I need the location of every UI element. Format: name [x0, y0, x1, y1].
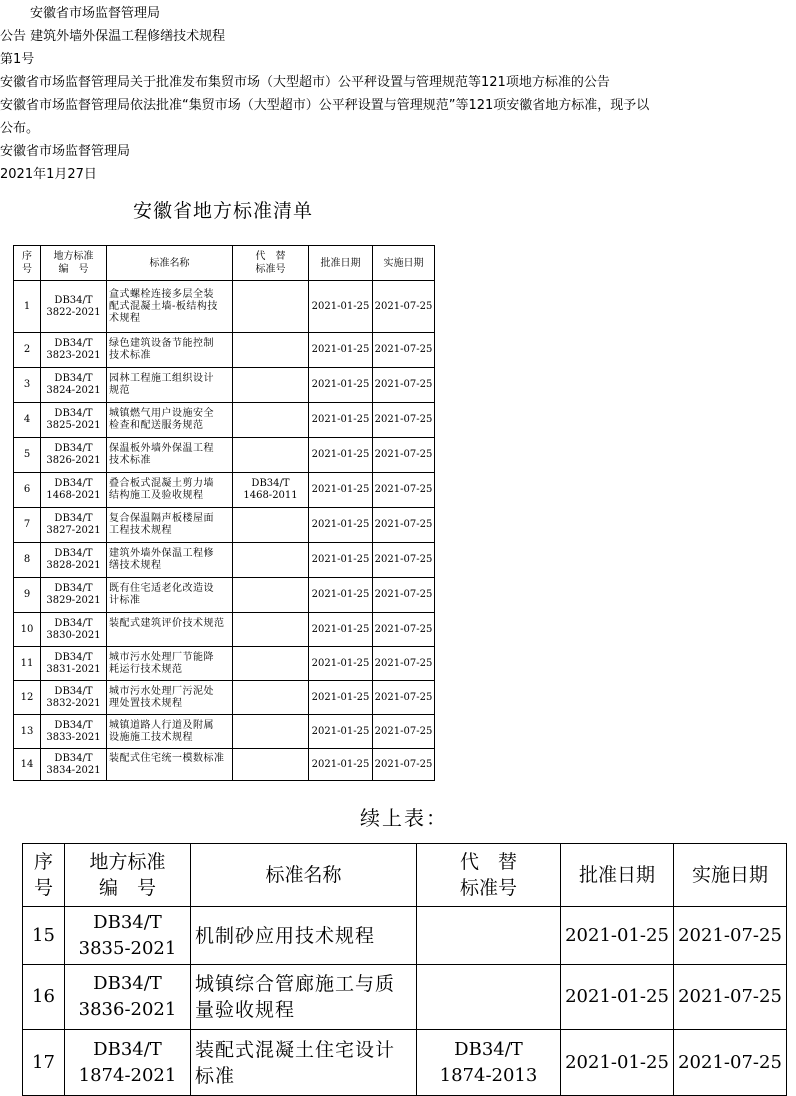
cell-code: DB34/T 3835-2021: [65, 907, 191, 965]
cell-approve: 2021-01-25: [309, 681, 373, 715]
announcement-heading: 安徽省市场监督管理局关于批准发布集贸市场（大型超市）公平秤设置与管理规范等121项地方标准的公告: [0, 75, 610, 90]
cell-seq: 13: [14, 715, 41, 749]
cell-implement: 2021-07-25: [373, 578, 435, 613]
cell-replace: [233, 333, 309, 368]
cell-replace: DB34/T 1874-2013: [417, 1030, 561, 1096]
announcement-body-line2: 公布。: [0, 121, 40, 136]
cell-seq: 9: [14, 578, 41, 613]
cell-seq: 16: [23, 965, 65, 1030]
standards-table: [13, 245, 435, 781]
col-replace: 代 替 标准号: [233, 246, 309, 281]
cell-seq: 5: [14, 438, 41, 473]
cell-replace: [233, 403, 309, 438]
col-code: 地方标准 编 号: [41, 246, 107, 281]
table-row: [14, 368, 435, 403]
cell-approve: 2021-01-25: [309, 333, 373, 368]
cell-implement: 2021-07-25: [373, 508, 435, 543]
cell-implement: 2021-07-25: [674, 907, 787, 965]
cell-replace: [233, 281, 309, 333]
cell-implement: 2021-07-25: [674, 1030, 787, 1096]
col-seq: 序 号: [14, 246, 41, 281]
cell-code: DB34/T 3826-2021: [41, 438, 107, 473]
cell-code: DB34/T 3825-2021: [41, 403, 107, 438]
cell-seq: 4: [14, 403, 41, 438]
cell-approve: 2021-01-25: [309, 715, 373, 749]
table-row: [14, 715, 435, 749]
standards-table-continued: [22, 843, 787, 1096]
cell-implement: 2021-07-25: [373, 543, 435, 578]
cell-approve: 2021-01-25: [309, 473, 373, 508]
announcement-body-line1: 安徽省市场监督管理局依法批准“集贸市场（大型超市）公平秤设置与管理规范”等121项安徽省地方标准，现予以: [0, 98, 650, 113]
cell-replace: [233, 681, 309, 715]
table-row: [14, 473, 435, 508]
col-seq: 序 号: [23, 844, 65, 907]
cell-approve: 2021-01-25: [309, 438, 373, 473]
cell-name: 城市污水处理厂污泥处 理处置技术规程: [107, 681, 233, 715]
table-header-row: [14, 246, 435, 281]
cell-seq: 3: [14, 368, 41, 403]
cell-seq: 1: [14, 281, 41, 333]
cell-approve: 2021-01-25: [561, 907, 674, 965]
cell-implement: 2021-07-25: [373, 613, 435, 647]
cell-seq: 15: [23, 907, 65, 965]
cell-name: 盒式螺栓连接多层全装 配式混凝土墙-板结构技 术规程: [107, 281, 233, 333]
cell-name: 园林工程施工组织设计 规范: [107, 368, 233, 403]
announcement-date: 2021年1月27日: [0, 167, 97, 182]
cell-approve: 2021-01-25: [309, 508, 373, 543]
cell-code: DB34/T 3836-2021: [65, 965, 191, 1030]
cell-name: 复合保温隔声板楼屋面 工程技术规程: [107, 508, 233, 543]
cell-approve: 2021-01-25: [309, 647, 373, 681]
cell-code: DB34/T 3832-2021: [41, 681, 107, 715]
table-header-row: [23, 844, 787, 907]
col-approve: 批准日期: [561, 844, 674, 907]
cell-seq: 2: [14, 333, 41, 368]
cell-seq: 6: [14, 473, 41, 508]
table-row: [23, 1030, 787, 1096]
cell-replace: [233, 368, 309, 403]
cell-implement: 2021-07-25: [373, 715, 435, 749]
cell-implement: 2021-07-25: [674, 965, 787, 1030]
cell-approve: 2021-01-25: [561, 1030, 674, 1096]
col-implement: 实施日期: [674, 844, 787, 907]
agency-name: 安徽省市场监督管理局: [30, 6, 161, 21]
cell-code: DB34/T 3831-2021: [41, 647, 107, 681]
cell-code: DB34/T 1468-2021: [41, 473, 107, 508]
cell-seq: 7: [14, 508, 41, 543]
table-row: [14, 403, 435, 438]
col-name: 标准名称: [191, 844, 417, 907]
table-row: [14, 333, 435, 368]
cell-name: 保温板外墙外保温工程 技术标准: [107, 438, 233, 473]
cell-replace: [233, 578, 309, 613]
cell-name: 城镇燃气用户设施安全 检查和配送服务规范: [107, 403, 233, 438]
cell-name: 机制砂应用技术规程: [191, 907, 417, 965]
cell-replace: [233, 613, 309, 647]
cell-seq: 10: [14, 613, 41, 647]
cell-name: 城镇综合管廊施工与质 量验收规程: [191, 965, 417, 1030]
cell-seq: 8: [14, 543, 41, 578]
col-approve: 批准日期: [309, 246, 373, 281]
continued-title: 续上表：: [360, 806, 448, 830]
cell-name: 城市污水处理厂节能降 耗运行技术规范: [107, 647, 233, 681]
cell-approve: 2021-01-25: [309, 578, 373, 613]
cell-replace: DB34/T 1468-2011: [233, 473, 309, 508]
cell-code: DB34/T 3834-2021: [41, 749, 107, 781]
cell-seq: 14: [14, 749, 41, 781]
col-implement: 实施日期: [373, 246, 435, 281]
table-row: [14, 613, 435, 647]
cell-approve: 2021-01-25: [309, 368, 373, 403]
cell-approve: 2021-01-25: [309, 403, 373, 438]
cell-code: DB34/T 3824-2021: [41, 368, 107, 403]
cell-code: DB34/T 3833-2021: [41, 715, 107, 749]
cell-implement: 2021-07-25: [373, 281, 435, 333]
col-name: 标准名称: [107, 246, 233, 281]
cell-code: DB34/T 3829-2021: [41, 578, 107, 613]
cell-code: DB34/T 3827-2021: [41, 508, 107, 543]
cell-implement: 2021-07-25: [373, 473, 435, 508]
cell-seq: 12: [14, 681, 41, 715]
cell-replace: [233, 438, 309, 473]
cell-approve: 2021-01-25: [309, 749, 373, 781]
cell-code: DB34/T 3830-2021: [41, 613, 107, 647]
cell-implement: 2021-07-25: [373, 647, 435, 681]
cell-name: 绿色建筑设备节能控制 技术标准: [107, 333, 233, 368]
cell-implement: 2021-07-25: [373, 438, 435, 473]
cell-name: 既有住宅适老化改造设 计标准: [107, 578, 233, 613]
cell-implement: 2021-07-25: [373, 749, 435, 781]
announcement-line: 公告 建筑外墙外保温工程修缮技术规程: [0, 29, 226, 44]
cell-name: 装配式住宅统一模数标准: [107, 749, 233, 781]
cell-implement: 2021-07-25: [373, 368, 435, 403]
cell-name: 建筑外墙外保温工程修 缮技术规程: [107, 543, 233, 578]
cell-implement: 2021-07-25: [373, 681, 435, 715]
cell-approve: 2021-01-25: [309, 613, 373, 647]
list-title: 安徽省地方标准清单: [133, 200, 314, 222]
table-row: [14, 508, 435, 543]
cell-approve: 2021-01-25: [309, 543, 373, 578]
table-row: [14, 647, 435, 681]
cell-seq: 17: [23, 1030, 65, 1096]
cell-name: 装配式混凝土住宅设计 标准: [191, 1030, 417, 1096]
table-row: [14, 681, 435, 715]
cell-replace: [417, 907, 561, 965]
table-row: [14, 749, 435, 781]
cell-replace: [233, 543, 309, 578]
cell-code: DB34/T 3823-2021: [41, 333, 107, 368]
cell-code: DB34/T 3828-2021: [41, 543, 107, 578]
cell-name: 装配式建筑评价技术规范: [107, 613, 233, 647]
cell-replace: [233, 749, 309, 781]
cell-code: DB34/T 1874-2021: [65, 1030, 191, 1096]
signature: 安徽省市场监督管理局: [0, 144, 131, 159]
cell-name: 城镇道路人行道及附属 设施施工技术规程: [107, 715, 233, 749]
cell-approve: 2021-01-25: [309, 281, 373, 333]
cell-replace: [233, 508, 309, 543]
table-row: [14, 578, 435, 613]
cell-replace: [233, 647, 309, 681]
cell-name: 叠合板式混凝土剪力墙 结构施工及验收规程: [107, 473, 233, 508]
table-row: [14, 543, 435, 578]
table-row: [23, 907, 787, 965]
table-row: [14, 438, 435, 473]
table-row: [14, 281, 435, 333]
cell-seq: 11: [14, 647, 41, 681]
cell-replace: [233, 715, 309, 749]
cell-replace: [417, 965, 561, 1030]
cell-approve: 2021-01-25: [561, 965, 674, 1030]
announcement-number: 第1号: [0, 52, 35, 67]
table-row: [23, 965, 787, 1030]
col-replace: 代 替 标准号: [417, 844, 561, 907]
cell-implement: 2021-07-25: [373, 403, 435, 438]
col-code: 地方标准 编 号: [65, 844, 191, 907]
cell-code: DB34/T 3822-2021: [41, 281, 107, 333]
cell-implement: 2021-07-25: [373, 333, 435, 368]
